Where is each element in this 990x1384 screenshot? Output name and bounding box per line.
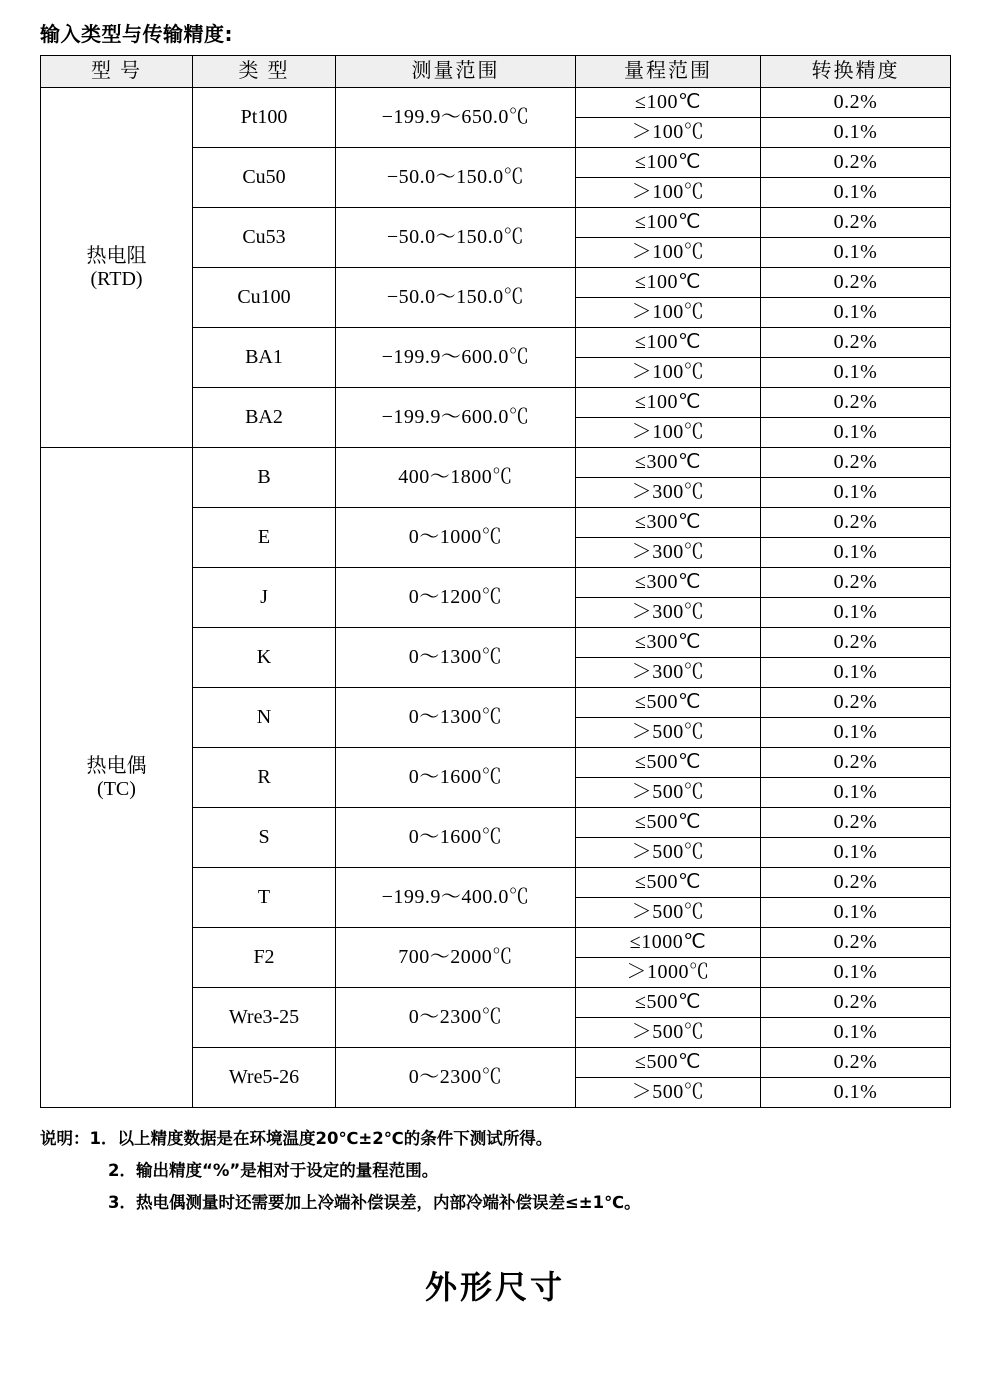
column-header-model: 型 号: [41, 56, 193, 88]
cell-accuracy: 0.1%: [761, 358, 951, 388]
cell-measure-range: 0～1300℃: [336, 628, 576, 688]
cell-span-range: ＞500℃: [576, 778, 761, 808]
group-label-tc: [41, 448, 193, 1108]
cell-span-range: ＞100℃: [576, 118, 761, 148]
cell-span-range: ＞300℃: [576, 598, 761, 628]
cell-span-range: ＞100℃: [576, 298, 761, 328]
column-header-type: 类 型: [193, 56, 336, 88]
cell-type: Wre5-26: [193, 1048, 336, 1108]
cell-accuracy: 0.2%: [761, 928, 951, 958]
footer-section-title: 外形尺寸: [424, 1268, 565, 1307]
cell-accuracy: 0.2%: [761, 508, 951, 538]
cell-accuracy: 0.2%: [761, 988, 951, 1018]
cell-span-range: ≤100℃: [576, 388, 761, 418]
cell-measure-range: −50.0～150.0℃: [336, 268, 576, 328]
cell-type: BA2: [193, 388, 336, 448]
cell-span-range: ≤300℃: [576, 568, 761, 598]
cell-span-range: ＞500℃: [576, 718, 761, 748]
cell-accuracy: 0.1%: [761, 298, 951, 328]
cell-span-range: ≤100℃: [576, 148, 761, 178]
cell-accuracy: 0.2%: [761, 208, 951, 238]
cell-accuracy: 0.1%: [761, 598, 951, 628]
note-line-3: 3．热电偶测量时还需要加上冷端补偿误差，内部冷端补偿误差≤±1℃。: [108, 1193, 641, 1213]
cell-type: B: [193, 448, 336, 508]
cell-span-range: ＞100℃: [576, 178, 761, 208]
table-header-row: [41, 56, 951, 88]
cell-span-range: ＞100℃: [576, 418, 761, 448]
cell-accuracy: 0.1%: [761, 118, 951, 148]
cell-measure-range: 0～1000℃: [336, 508, 576, 568]
group-label-rtd: [41, 88, 193, 448]
cell-span-range: ＞500℃: [576, 1018, 761, 1048]
cell-span-range: ≤300℃: [576, 448, 761, 478]
cell-span-range: ≤100℃: [576, 208, 761, 238]
cell-accuracy: 0.2%: [761, 688, 951, 718]
cell-measure-range: 0～1600℃: [336, 748, 576, 808]
cell-span-range: ≤500℃: [576, 748, 761, 778]
cell-accuracy: 0.2%: [761, 148, 951, 178]
cell-accuracy: 0.2%: [761, 268, 951, 298]
table-row: [41, 88, 951, 118]
cell-accuracy: 0.2%: [761, 448, 951, 478]
note-line-1: 说明：1．以上精度数据是在环境温度20℃±2℃的条件下测试所得。: [40, 1129, 553, 1148]
cell-accuracy: 0.2%: [761, 328, 951, 358]
group-label-line1: 热电阻: [86, 244, 147, 267]
cell-type: N: [193, 688, 336, 748]
group-label-line2: (TC): [97, 777, 136, 800]
cell-accuracy: 0.1%: [761, 1078, 951, 1108]
cell-accuracy: 0.2%: [761, 808, 951, 838]
cell-accuracy: 0.2%: [761, 568, 951, 598]
cell-span-range: ＞500℃: [576, 1078, 761, 1108]
cell-span-range: ＞300℃: [576, 658, 761, 688]
cell-measure-range: 0～2300℃: [336, 1048, 576, 1108]
cell-span-range: ≤500℃: [576, 868, 761, 898]
cell-measure-range: −199.9～600.0℃: [336, 388, 576, 448]
cell-measure-range: −199.9～650.0℃: [336, 88, 576, 148]
group-label-line1: 热电偶: [86, 754, 147, 777]
cell-span-range: ＞300℃: [576, 478, 761, 508]
cell-span-range: ≤300℃: [576, 508, 761, 538]
cell-span-range: ≤100℃: [576, 88, 761, 118]
cell-measure-range: 0～1300℃: [336, 688, 576, 748]
cell-span-range: ＞500℃: [576, 898, 761, 928]
cell-type: F2: [193, 928, 336, 988]
cell-measure-range: 400～1800℃: [336, 448, 576, 508]
cell-type: E: [193, 508, 336, 568]
cell-span-range: ≤100℃: [576, 328, 761, 358]
cell-accuracy: 0.1%: [761, 1018, 951, 1048]
cell-span-range: ≤500℃: [576, 688, 761, 718]
cell-span-range: ＞1000℃: [576, 958, 761, 988]
cell-span-range: ＞100℃: [576, 238, 761, 268]
column-header-measure-range: 测量范围: [336, 56, 576, 88]
cell-accuracy: 0.2%: [761, 628, 951, 658]
cell-accuracy: 0.1%: [761, 838, 951, 868]
cell-measure-range: 0～2300℃: [336, 988, 576, 1048]
cell-type: K: [193, 628, 336, 688]
cell-type: S: [193, 808, 336, 868]
page-title: 输入类型与传输精度:: [40, 22, 233, 46]
note-line-2: 2．输出精度“%”是相对于设定的量程范围。: [108, 1161, 439, 1181]
cell-accuracy: 0.2%: [761, 748, 951, 778]
cell-span-range: ≤500℃: [576, 808, 761, 838]
cell-accuracy: 0.1%: [761, 478, 951, 508]
cell-span-range: ≤300℃: [576, 628, 761, 658]
cell-type: Wre3-25: [193, 988, 336, 1048]
cell-span-range: ≤100℃: [576, 268, 761, 298]
cell-measure-range: 700～2000℃: [336, 928, 576, 988]
cell-type: R: [193, 748, 336, 808]
cell-measure-range: −199.9～600.0℃: [336, 328, 576, 388]
cell-accuracy: 0.1%: [761, 718, 951, 748]
cell-span-range: ≤500℃: [576, 1048, 761, 1078]
cell-accuracy: 0.2%: [761, 1048, 951, 1078]
cell-measure-range: 0～1200℃: [336, 568, 576, 628]
cell-accuracy: 0.1%: [761, 658, 951, 688]
cell-span-range: ＞100℃: [576, 358, 761, 388]
cell-type: Cu100: [193, 268, 336, 328]
input-type-accuracy-table: [40, 55, 951, 1108]
column-header-span-range: 量程范围: [576, 56, 761, 88]
group-label-line2: (RTD): [90, 267, 143, 290]
cell-accuracy: 0.2%: [761, 388, 951, 418]
cell-span-range: ＞500℃: [576, 838, 761, 868]
cell-type: Pt100: [193, 88, 336, 148]
cell-type: Cu50: [193, 148, 336, 208]
cell-measure-range: −50.0～150.0℃: [336, 208, 576, 268]
cell-span-range: ≤1000℃: [576, 928, 761, 958]
cell-type: Cu53: [193, 208, 336, 268]
table-body: [41, 88, 951, 1108]
cell-type: J: [193, 568, 336, 628]
cell-span-range: ＞300℃: [576, 538, 761, 568]
table-row: [41, 448, 951, 478]
cell-accuracy: 0.1%: [761, 538, 951, 568]
notes-block: [40, 1130, 950, 1212]
cell-accuracy: 0.1%: [761, 418, 951, 448]
cell-span-range: ≤500℃: [576, 988, 761, 1018]
column-header-accuracy: 转换精度: [761, 56, 951, 88]
cell-accuracy: 0.1%: [761, 778, 951, 808]
cell-accuracy: 0.1%: [761, 238, 951, 268]
cell-accuracy: 0.2%: [761, 88, 951, 118]
cell-accuracy: 0.1%: [761, 898, 951, 928]
table-header: [41, 56, 951, 88]
cell-type: BA1: [193, 328, 336, 388]
cell-measure-range: −50.0～150.0℃: [336, 148, 576, 208]
cell-accuracy: 0.1%: [761, 178, 951, 208]
cell-type: T: [193, 868, 336, 928]
cell-measure-range: 0～1600℃: [336, 808, 576, 868]
cell-accuracy: 0.2%: [761, 868, 951, 898]
cell-measure-range: −199.9～400.0℃: [336, 868, 576, 928]
cell-accuracy: 0.1%: [761, 958, 951, 988]
